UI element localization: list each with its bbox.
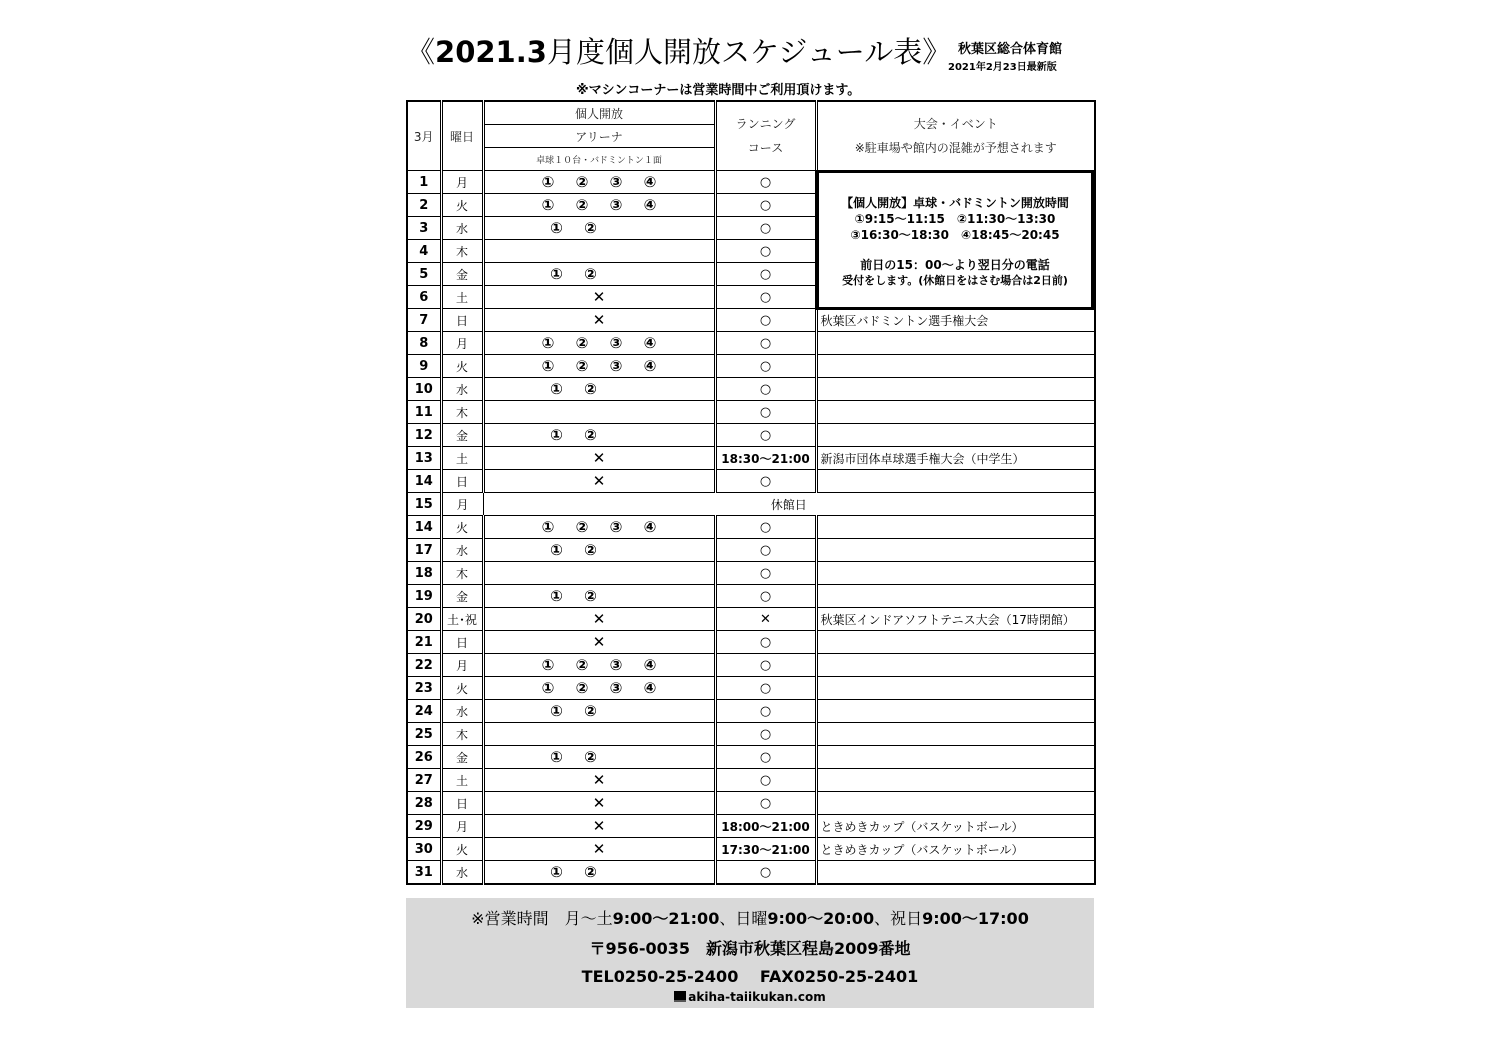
weekday: 土･祝 [441, 608, 483, 631]
weekday: 水 [441, 217, 483, 240]
slot-mark: ④ [643, 656, 657, 674]
venue-name: 秋葉区総合体育館 [958, 42, 1063, 57]
weekday: 日 [441, 792, 483, 815]
weekday: 金 [441, 263, 483, 286]
arena-slots [483, 861, 715, 885]
day-number: 2 [407, 194, 441, 217]
arena-slots [483, 470, 715, 493]
day-row [407, 355, 1095, 378]
weekday: 日 [441, 631, 483, 654]
running-course-status: ○ [715, 654, 816, 677]
slot-mark: ③ [609, 334, 623, 352]
running-course-status: ○ [715, 539, 816, 562]
event-text [816, 585, 1095, 608]
weekday: 金 [441, 585, 483, 608]
slot-mark: ③ [609, 173, 623, 191]
weekday: 火 [441, 838, 483, 861]
weekday: 火 [441, 516, 483, 539]
day-row [407, 424, 1095, 447]
arena-slots [483, 355, 715, 378]
running-course-status: ○ [715, 309, 816, 332]
running-course-status: ○ [715, 194, 816, 217]
closed-day-label: 休館日 [483, 493, 1095, 516]
day-number: 29 [407, 815, 441, 838]
slot-mark: ④ [643, 679, 657, 697]
day-number: 12 [407, 424, 441, 447]
event-text [816, 792, 1095, 815]
closed-mark: ✕ [592, 771, 606, 789]
arena-slots [483, 401, 715, 424]
arena-slots [483, 723, 715, 746]
running-course-status: ○ [715, 631, 816, 654]
running-course-status: ○ [715, 171, 816, 194]
day-row [407, 723, 1095, 746]
day-number: 24 [407, 700, 441, 723]
running-course-status: ○ [715, 516, 816, 539]
arena-slots [483, 309, 715, 332]
arena-slots [483, 516, 715, 539]
header-weekday: 曜日 [441, 101, 483, 171]
info-line: 前日の15：00～より翌日分の電話 [860, 258, 1050, 272]
slot-mark: ① [541, 196, 555, 214]
weekday: 月 [441, 493, 483, 516]
title-close-bracket: 》 [922, 35, 952, 69]
day-row [407, 585, 1095, 608]
day-number: 20 [407, 608, 441, 631]
day-row [407, 470, 1095, 493]
running-course-status: 18:30～21:00 [715, 447, 816, 470]
running-course-status: ○ [715, 378, 816, 401]
weekday: 土 [441, 447, 483, 470]
slot-mark: ① [550, 587, 563, 605]
day-row [407, 654, 1095, 677]
computer-icon [674, 991, 686, 1002]
weekday: 木 [441, 240, 483, 263]
day-number: 14 [407, 470, 441, 493]
slot-mark: ④ [643, 196, 657, 214]
weekday: 月 [441, 815, 483, 838]
page-title [406, 30, 951, 71]
slot-mark: ① [541, 334, 555, 352]
day-number: 23 [407, 677, 441, 700]
weekday: 火 [441, 194, 483, 217]
arena-slots [483, 700, 715, 723]
running-course-status: ○ [715, 585, 816, 608]
day-number: 30 [407, 838, 441, 861]
weekday: 月 [441, 171, 483, 194]
arena-slots [483, 677, 715, 700]
day-number: 3 [407, 217, 441, 240]
slot-mark: ① [550, 863, 563, 881]
day-row [407, 539, 1095, 562]
arena-slots [483, 608, 715, 631]
day-row [407, 769, 1095, 792]
info-line: 受付をします。(休館日をはさむ場合は2日前) [842, 274, 1068, 287]
arena-slots [483, 194, 715, 217]
day-number: 22 [407, 654, 441, 677]
arena-slots [483, 539, 715, 562]
day-row [407, 608, 1095, 631]
weekday: 土 [441, 769, 483, 792]
day-number: 15 [407, 493, 441, 516]
arena-slots [483, 171, 715, 194]
weekday: 木 [441, 723, 483, 746]
running-course-status: ○ [715, 792, 816, 815]
arena-slots [483, 424, 715, 447]
day-row [407, 792, 1095, 815]
running-course-status: ✕ [715, 608, 816, 631]
day-row [407, 401, 1095, 424]
day-row [407, 378, 1095, 401]
running-course-status: ○ [715, 424, 816, 447]
slot-mark: ② [584, 863, 597, 881]
day-row [407, 861, 1095, 885]
title-open-bracket: 《 [406, 35, 436, 69]
address: 〒956-0035 新潟市秋葉区程島2009番地 [589, 939, 911, 958]
running-course-status: ○ [715, 263, 816, 286]
website [406, 990, 1094, 1004]
header-arena-detail: 卓球１０台・バドミントン１面 [483, 148, 715, 171]
closed-mark: ✕ [592, 449, 606, 467]
slot-mark: ① [550, 748, 563, 766]
slot-mark: ③ [609, 518, 623, 536]
arena-slots [483, 240, 715, 263]
running-course-status: 17:30～21:00 [715, 838, 816, 861]
info-line: ①9:15～11:15 ②11:30～13:30 [854, 212, 1056, 226]
event-text: 秋葉区インドアソフトテニス大会（17時閉館） [816, 608, 1095, 631]
slot-mark: ① [550, 219, 563, 237]
day-row [407, 309, 1095, 332]
day-number: 31 [407, 861, 441, 885]
weekday: 月 [441, 332, 483, 355]
event-text: ときめきカップ（バスケットボール） [816, 838, 1095, 861]
day-number: 18 [407, 562, 441, 585]
footer-box [406, 898, 1094, 1008]
running-course-status: ○ [715, 401, 816, 424]
event-text [816, 562, 1095, 585]
slot-mark: ② [584, 265, 597, 283]
slot-mark: ① [541, 679, 555, 697]
day-number: 19 [407, 585, 441, 608]
event-text [816, 654, 1095, 677]
running-course-status: ○ [715, 470, 816, 493]
slot-mark: ④ [643, 357, 657, 375]
arena-slots [483, 769, 715, 792]
arena-slots [483, 378, 715, 401]
day-row [407, 677, 1095, 700]
day-number: 10 [407, 378, 441, 401]
closed-mark: ✕ [592, 840, 606, 858]
event-text [816, 861, 1095, 885]
day-row [407, 562, 1095, 585]
day-row [407, 815, 1095, 838]
arena-slots [483, 447, 715, 470]
slot-mark: ① [541, 357, 555, 375]
event-text [816, 401, 1095, 424]
event-text: 秋葉区バドミントン選手権大会 [816, 309, 1095, 332]
slot-mark: ② [575, 196, 589, 214]
slot-mark: ② [575, 656, 589, 674]
running-course-status: 18:00～21:00 [715, 815, 816, 838]
event-text [816, 424, 1095, 447]
business-hours: ※営業時間 月～土9:00～21:00、日曜9:00～20:00、祝日9:00～17:00 [471, 909, 1029, 928]
day-number: 27 [407, 769, 441, 792]
day-number: 11 [407, 401, 441, 424]
arena-slots [483, 838, 715, 861]
header-month: 3月 [407, 101, 441, 171]
arena-slots [483, 746, 715, 769]
website-url[interactable]: akiha-taiikukan.com [688, 990, 826, 1004]
weekday: 月 [441, 654, 483, 677]
slot-mark: ② [575, 357, 589, 375]
running-course-status: ○ [715, 286, 816, 309]
slot-mark: ① [541, 518, 555, 536]
slot-mark: ② [575, 679, 589, 697]
day-row [407, 332, 1095, 355]
running-course-status: ○ [715, 562, 816, 585]
arena-slots [483, 286, 715, 309]
slot-mark: ④ [643, 334, 657, 352]
weekday: 木 [441, 562, 483, 585]
updated-date: 2021年2月23日最新版 [948, 62, 1057, 73]
day-number: 13 [407, 447, 441, 470]
running-course-status: ○ [715, 355, 816, 378]
running-course-status: ○ [715, 677, 816, 700]
weekday: 水 [441, 700, 483, 723]
day-number: 8 [407, 332, 441, 355]
event-text [816, 516, 1095, 539]
slot-mark: ② [584, 541, 597, 559]
arena-slots [483, 654, 715, 677]
day-row [407, 447, 1095, 470]
day-number: 6 [407, 286, 441, 309]
weekday: 火 [441, 677, 483, 700]
arena-slots [483, 562, 715, 585]
event-text [816, 631, 1095, 654]
running-course-status: ○ [715, 700, 816, 723]
slot-mark: ① [550, 426, 563, 444]
day-row [407, 700, 1095, 723]
event-text: 新潟市団体卓球選手権大会（中学生） [816, 447, 1095, 470]
day-number: 5 [407, 263, 441, 286]
running-course-status: ○ [715, 769, 816, 792]
weekday: 日 [441, 309, 483, 332]
event-text [816, 539, 1095, 562]
event-text [816, 332, 1095, 355]
day-number: 17 [407, 539, 441, 562]
info-line: ③16:30～18:30 ④18:45～20:45 [850, 228, 1060, 242]
day-row [407, 631, 1095, 654]
running-course-status: ○ [715, 217, 816, 240]
closed-mark: ✕ [592, 288, 606, 306]
day-number: 21 [407, 631, 441, 654]
running-course-status: ○ [715, 746, 816, 769]
slot-mark: ① [541, 173, 555, 191]
arena-slots [483, 631, 715, 654]
weekday: 日 [441, 470, 483, 493]
info-line: 【個人開放】卓球・バドミントン開放時間 [841, 196, 1069, 210]
event-text [816, 746, 1095, 769]
header-arena-group: 個人開放 [483, 101, 715, 125]
machine-corner-note: ※マシンコーナーは営業時間中ご利用頂けます。 [576, 83, 861, 98]
event-text [816, 700, 1095, 723]
day-number: 26 [407, 746, 441, 769]
slot-mark: ② [584, 426, 597, 444]
event-text [816, 470, 1095, 493]
closed-mark: ✕ [592, 311, 606, 329]
arena-slots [483, 585, 715, 608]
day-row [407, 838, 1095, 861]
day-number: 4 [407, 240, 441, 263]
slot-mark: ② [575, 518, 589, 536]
slot-mark: ② [575, 173, 589, 191]
event-text [816, 723, 1095, 746]
event-text [816, 677, 1095, 700]
closed-mark: ✕ [592, 610, 606, 628]
header-arena: アリーナ [483, 125, 715, 148]
arena-slots [483, 217, 715, 240]
slot-mark: ① [550, 541, 563, 559]
arena-slots [483, 815, 715, 838]
open-hours-info-box [816, 170, 1094, 310]
slot-mark: ③ [609, 679, 623, 697]
weekday: 水 [441, 539, 483, 562]
weekday: 金 [441, 424, 483, 447]
slot-mark: ② [584, 748, 597, 766]
slot-mark: ② [584, 587, 597, 605]
weekday: 火 [441, 355, 483, 378]
day-number: 9 [407, 355, 441, 378]
slot-mark: ④ [643, 173, 657, 191]
day-number: 1 [407, 171, 441, 194]
slot-mark: ② [584, 380, 597, 398]
slot-mark: ③ [609, 196, 623, 214]
closed-mark: ✕ [592, 472, 606, 490]
slot-mark: ① [550, 265, 563, 283]
slot-mark: ② [584, 702, 597, 720]
slot-mark: ④ [643, 518, 657, 536]
slot-mark: ① [550, 380, 563, 398]
header-events: 大会・イベント ※駐車場や館内の混雑が予想されます [816, 101, 1095, 171]
tel-fax: TEL0250-25-2400 FAX0250-25-2401 [581, 967, 919, 986]
closed-day-row [407, 493, 1095, 516]
slot-mark: ② [575, 334, 589, 352]
header-running: ランニング コース [715, 101, 816, 171]
slot-mark: ① [541, 656, 555, 674]
event-text [816, 355, 1095, 378]
day-number: 7 [407, 309, 441, 332]
weekday: 金 [441, 746, 483, 769]
weekday: 水 [441, 861, 483, 885]
closed-mark: ✕ [592, 817, 606, 835]
day-number: 14 [407, 516, 441, 539]
event-text [816, 769, 1095, 792]
day-row [407, 516, 1095, 539]
running-course-status: ○ [715, 240, 816, 263]
slot-mark: ③ [609, 357, 623, 375]
weekday: 土 [441, 286, 483, 309]
slot-mark: ① [550, 702, 563, 720]
day-row [407, 746, 1095, 769]
event-text: ときめきカップ（バスケットボール） [816, 815, 1095, 838]
event-text [816, 378, 1095, 401]
running-course-status: ○ [715, 723, 816, 746]
closed-mark: ✕ [592, 794, 606, 812]
day-number: 25 [407, 723, 441, 746]
title-text: 月度個人開放スケジュール表 [546, 35, 923, 69]
arena-slots [483, 332, 715, 355]
title-year: 2021.3 [435, 35, 547, 69]
running-course-status: ○ [715, 861, 816, 885]
running-course-status: ○ [715, 332, 816, 355]
day-number: 28 [407, 792, 441, 815]
arena-slots [483, 263, 715, 286]
weekday: 水 [441, 378, 483, 401]
arena-slots [483, 792, 715, 815]
weekday: 木 [441, 401, 483, 424]
slot-mark: ② [584, 219, 597, 237]
closed-mark: ✕ [592, 633, 606, 651]
slot-mark: ③ [609, 656, 623, 674]
